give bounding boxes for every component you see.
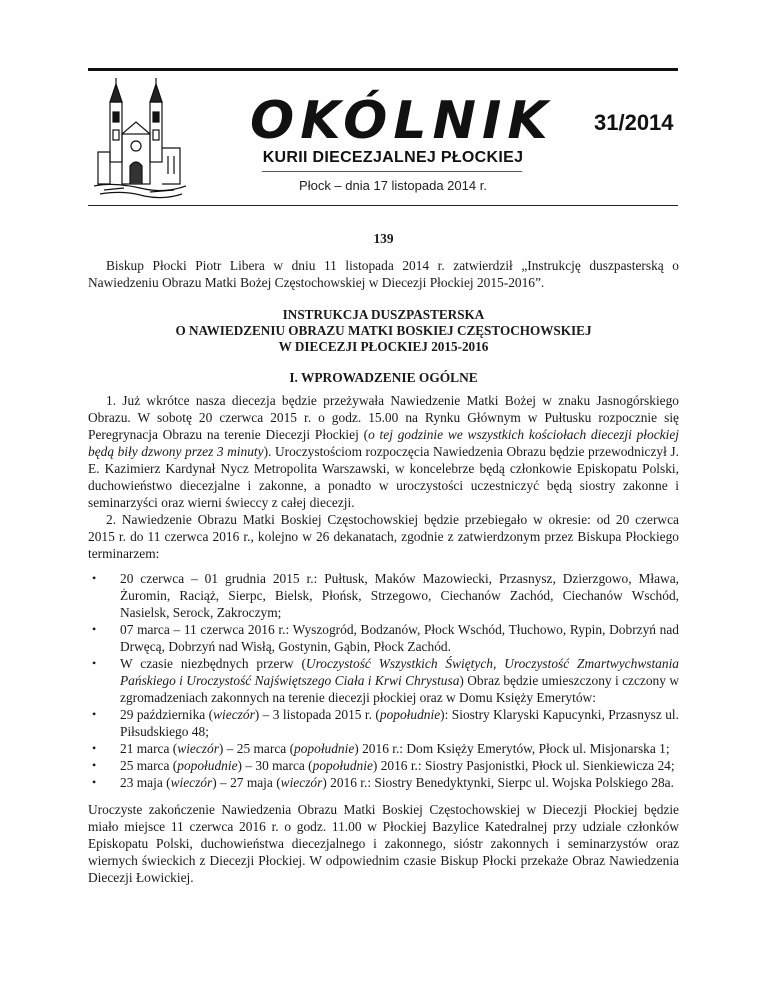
list-item: • 20 czerwca – 01 grudnia 2015 r.: Pułtusk, Maków Mazowiecki, Przasnysz, Dzierzgowo, Mława, Żuromin, Raciąż, Sierpc, Bielsk, Płońsk, Strzegowo, Ciechanów Zachód, Ciechanów Wschód, Nasielsk, Serock, Zakroczym; <box>120 570 679 621</box>
subtitle-rule <box>262 171 522 172</box>
list-item: • 21 marca (wieczór) – 25 marca (popołudnie) 2016 r.: Dom Księży Emerytów, Płock ul. Misjonarska 1; <box>120 740 679 757</box>
document-number: 139 <box>373 231 394 246</box>
document-body <box>88 230 679 886</box>
instruction-heading <box>88 307 679 355</box>
list-item: • 07 marca – 11 czerwca 2016 r.: Wyszogród, Bodzanów, Płock Wschód, Tłuchowo, Rypin, Dobrzyń nad Drwęcą, Dobrzyń nad Wisłą, Gostynin, Gąbin, Płock Zachód. <box>120 621 679 655</box>
heading-line-3: W DIECEZJI PŁOCKIEJ 2015-2016 <box>278 339 489 354</box>
heading-line-1: INSTRUKCJA DUSZPASTERSKA <box>282 307 485 322</box>
heading-line-2: O NAWIEDZENIU OBRAZU MATKI BOSKIEJ CZĘSTOCHOWSKIEJ <box>175 323 592 338</box>
intro-paragraph: Biskup Płocki Piotr Libera w dniu 11 listopada 2014 r. zatwierdził „Instrukcję duszpasterską o Nawiedzeniu Obrazu Matki Bożej Częstochowskiej w Diecezji Płockiej 2015-2016”. <box>88 258 679 290</box>
paragraph-2: 2. Nawiedzenie Obrazu Matki Boskiej Częstochowskiej będzie przebiegało w okresie: od 20 czerwca 2015 r. do 11 czerwca 2016 r., kolejno w 26 dekanatach, zgodnie z zatwierdzonym przez Biskupa Płockiego terminarzem: <box>88 512 679 561</box>
list-item: • 29 października (wieczór) – 3 listopada 2015 r. (popołudnie): Siostry Klaryski Kapucynki, Przasnysz ul. Piłsudskiego 48; <box>120 706 679 740</box>
schedule-list <box>88 570 679 791</box>
closing-paragraph: Uroczyste zakończenie Nawiedzenia Obrazu Matki Boskiej Częstochowskiej w Diecezji Płockiej będzie miało miejsce 11 czerwca 2016 r. o godz. 11.00 w Płockiej Bazylice Katedralnej przy udziale członków Episkopatu Polski, duchowieństwa diecezjalnego i zakonnego, sióstr zakonnych i seminarzystów oraz wiernych świeckich z Diecezji Płockiej. W odpowiednim czasie Biskup Płocki przekaże Obraz Nawiedzenia Diecezji Łowickiej. <box>88 802 679 885</box>
header-top-rule <box>88 68 678 71</box>
section-title: I. WPROWADZENIE OGÓLNE <box>289 370 478 385</box>
header-bottom-rule <box>88 205 678 206</box>
list-item: • 23 maja (wieczór) – 27 maja (wieczór) 2016 r.: Siostry Benedyktynki, Sierpc ul. Wojska Polskiego 28a. <box>120 774 679 791</box>
newsletter-title: OKÓLNIK <box>250 91 554 151</box>
cathedral-icon <box>94 78 186 200</box>
list-item: • 25 marca (popołudnie) – 30 marca (popołudnie) 2016 r.: Siostry Pasjonistki, Płock ul. Sienkiewicza 24; <box>120 757 679 774</box>
list-item: • W czasie niezbędnych przerw (Uroczystość Wszystkich Świętych, Uroczystość Zmartwychwstania Pańskiego i Uroczystość Najświętszego Ciała i Krwi Chrystusa) Obraz będzie umieszczony i czczony w zgromadzeniach zakonnych na terenie diecezji płockiej oraz w Domu Księży Emerytów: <box>120 655 679 706</box>
newsletter-subtitle: KURII DIECEZJALNEJ PŁOCKIEJ <box>262 149 524 166</box>
place-date: Płock – dnia 17 listopada 2014 r. <box>299 178 487 193</box>
issue-number: 31/2014 <box>594 110 674 135</box>
paragraph-1: 1. Już wkrótce nasza diecezja będzie przeżywała Nawiedzenie Matki Bożej w znaku Jasnogórskiego Obrazu. W sobotę 20 czerwca 2015 r. o godz. 15.00 na Rynku Głównym w Pułtusku rozpocznie się Peregrynacja Obrazu na terenie Diecezji Płockiej (o tej godzinie we wszystkich kościołach diecezji płockiej będą biły dzwony przez 3 minuty). Uroczystościom rozpoczęcia Nawiedzenia Obrazu będzie przewodniczył J. E. Kazimierz Kardynał Nycz Metropolita Warszawski, w koncelebrze będą członkowie Episkopatu Polski, duchowieństwo diecezjalne i zakonne, a ponadto w uroczystości uczestniczyć będą siostry zakonne i seminarzyści oraz wierni świeccy z całej diecezji. <box>88 393 679 510</box>
